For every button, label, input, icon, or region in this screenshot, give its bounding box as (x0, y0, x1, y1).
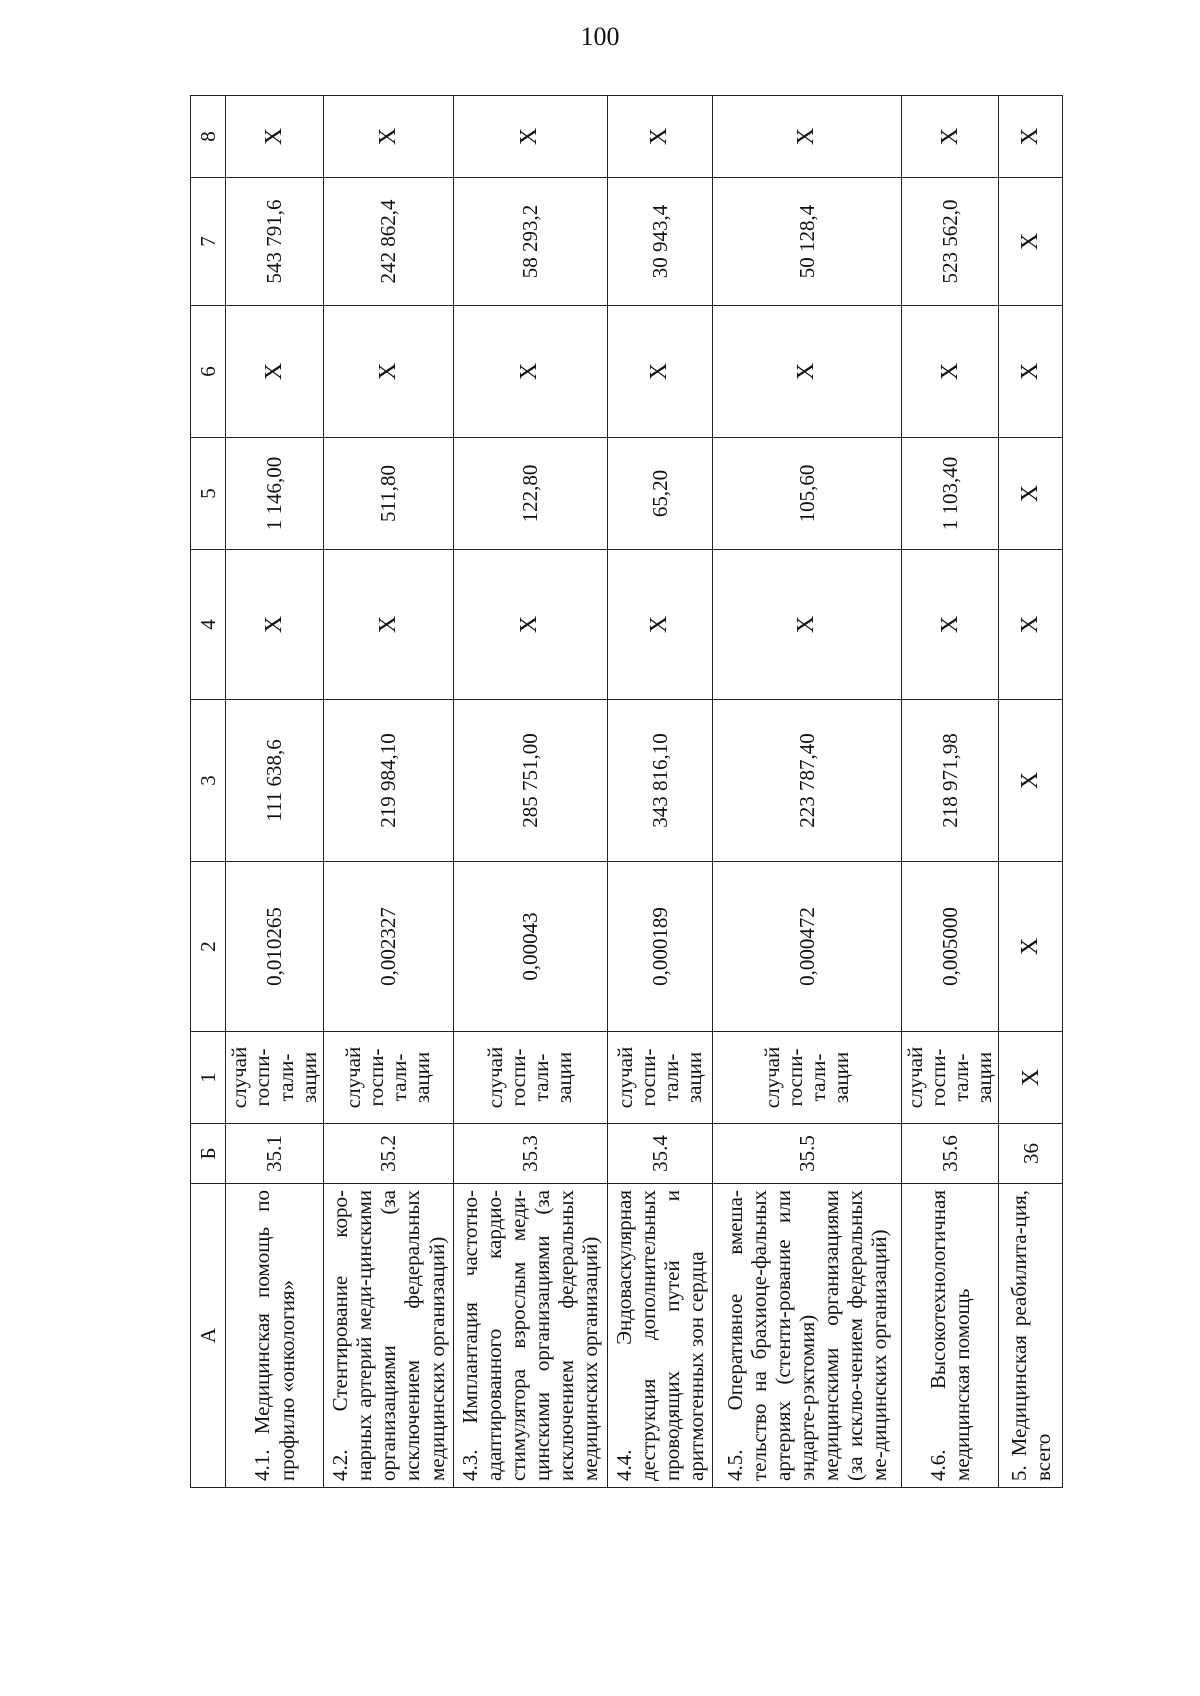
value-cell: Х (226, 550, 324, 700)
value-cell: 122,80 (453, 438, 607, 550)
value-cell: Х (453, 550, 607, 700)
value-cell: 0,005000 (902, 862, 999, 1032)
value-cell: Х (324, 306, 454, 438)
value-cell: Х (607, 550, 713, 700)
table-header-row (191, 96, 226, 1488)
table-row (999, 96, 1063, 1488)
value-cell: Х (607, 96, 713, 178)
value-cell: 105,60 (713, 438, 902, 550)
value-cell: 523 562,0 (902, 178, 999, 306)
row-title: 4.4. Эндоваскулярная деструкция дополнительных проводящих путей и аритмогенных зон сердца (607, 1184, 713, 1488)
value-cell: Х (999, 550, 1063, 700)
value-cell: Х (902, 306, 999, 438)
unit-cell: случай госпи-тали-зации (713, 1032, 902, 1124)
row-code: 35.6 (902, 1124, 999, 1184)
column-header: 8 (191, 96, 226, 178)
column-header: Б (191, 1124, 226, 1184)
value-cell: 218 971,98 (902, 700, 999, 862)
column-header: 6 (191, 306, 226, 438)
row-title: 4.2. Стентирование коро-нарных артерий меди-цинскими организациями (за исключением федеральных медицинских организаций) (324, 1184, 454, 1488)
row-code: 35.2 (324, 1124, 454, 1184)
value-cell: 58 293,2 (453, 178, 607, 306)
table-row (713, 96, 902, 1488)
row-code: 35.1 (226, 1124, 324, 1184)
value-cell: Х (324, 96, 454, 178)
unit-cell: случай госпи-тали-зации (226, 1032, 324, 1124)
data-table (190, 95, 1063, 1488)
value-cell: 65,20 (607, 438, 713, 550)
value-cell: Х (713, 550, 902, 700)
value-cell: Х (324, 550, 454, 700)
value-cell: Х (713, 306, 902, 438)
value-cell: 0,002327 (324, 862, 454, 1032)
value-cell: 343 816,10 (607, 700, 713, 862)
value-cell: Х (999, 862, 1063, 1032)
column-header: А (191, 1184, 226, 1488)
value-cell: 285 751,00 (453, 700, 607, 862)
value-cell: 543 791,6 (226, 178, 324, 306)
value-cell: Х (999, 306, 1063, 438)
table-row (453, 96, 607, 1488)
rotated-table-container (190, 96, 1058, 1488)
table-row (902, 96, 999, 1488)
value-cell: 242 862,4 (324, 178, 454, 306)
row-title: 5. Медицинская реабилита-ция, всего (999, 1184, 1063, 1488)
value-cell: 219 984,10 (324, 700, 454, 862)
value-cell: Х (226, 96, 324, 178)
value-cell: Х (607, 306, 713, 438)
value-cell: Х (226, 306, 324, 438)
value-cell: Х (713, 96, 902, 178)
column-header: 1 (191, 1032, 226, 1124)
page-number: 100 (580, 22, 620, 51)
value-cell: Х (999, 96, 1063, 178)
table-row (226, 96, 324, 1488)
row-title: 4.1. Медицинская помощь по профилю «онкология» (226, 1184, 324, 1488)
value-cell: 0,000472 (713, 862, 902, 1032)
value-cell: 30 943,4 (607, 178, 713, 306)
value-cell: Х (453, 96, 607, 178)
value-cell: Х (999, 438, 1063, 550)
unit-cell: случай госпи-тали-зации (453, 1032, 607, 1124)
unit-cell: случай госпи-тали-зации (607, 1032, 713, 1124)
row-title: 4.3. Имплантация частотно-адаптированного кардио-стимулятора взрослым меди-цинскими организациями (за исключением федеральных медицинских организаций) (453, 1184, 607, 1488)
column-header: 4 (191, 550, 226, 700)
column-header: 2 (191, 862, 226, 1032)
row-title: 4.5. Оперативное вмеша-тельство на брахиоце-фальных артериях (стенти-рование или эндарте-рэктомия) медицинскими организациями (за исклю-чением федеральных ме-дицинских организаций) (713, 1184, 902, 1488)
column-header: 7 (191, 178, 226, 306)
value-cell: 0,010265 (226, 862, 324, 1032)
value-cell: Х (999, 178, 1063, 306)
value-cell: 0,000189 (607, 862, 713, 1032)
value-cell: 111 638,6 (226, 700, 324, 862)
value-cell: 1 146,00 (226, 438, 324, 550)
row-title: 4.6. Высокотехнологичная медицинская помощь (902, 1184, 999, 1488)
row-code: 35.3 (453, 1124, 607, 1184)
row-code: 35.5 (713, 1124, 902, 1184)
table-row (324, 96, 454, 1488)
value-cell: Х (453, 306, 607, 438)
value-cell: 0,00043 (453, 862, 607, 1032)
row-code: 36 (999, 1124, 1063, 1184)
column-header: 5 (191, 438, 226, 550)
table-row (607, 96, 713, 1488)
column-header: 3 (191, 700, 226, 862)
value-cell: Х (902, 550, 999, 700)
value-cell: Х (902, 96, 999, 178)
unit-cell: случай госпи-тали-зации (324, 1032, 454, 1124)
value-cell: 511,80 (324, 438, 454, 550)
row-code: 35.4 (607, 1124, 713, 1184)
unit-cell: Х (999, 1032, 1063, 1124)
value-cell: 1 103,40 (902, 438, 999, 550)
unit-cell: случай госпи-тали-зации (902, 1032, 999, 1124)
value-cell: 50 128,4 (713, 178, 902, 306)
value-cell: 223 787,40 (713, 700, 902, 862)
value-cell: Х (999, 700, 1063, 862)
